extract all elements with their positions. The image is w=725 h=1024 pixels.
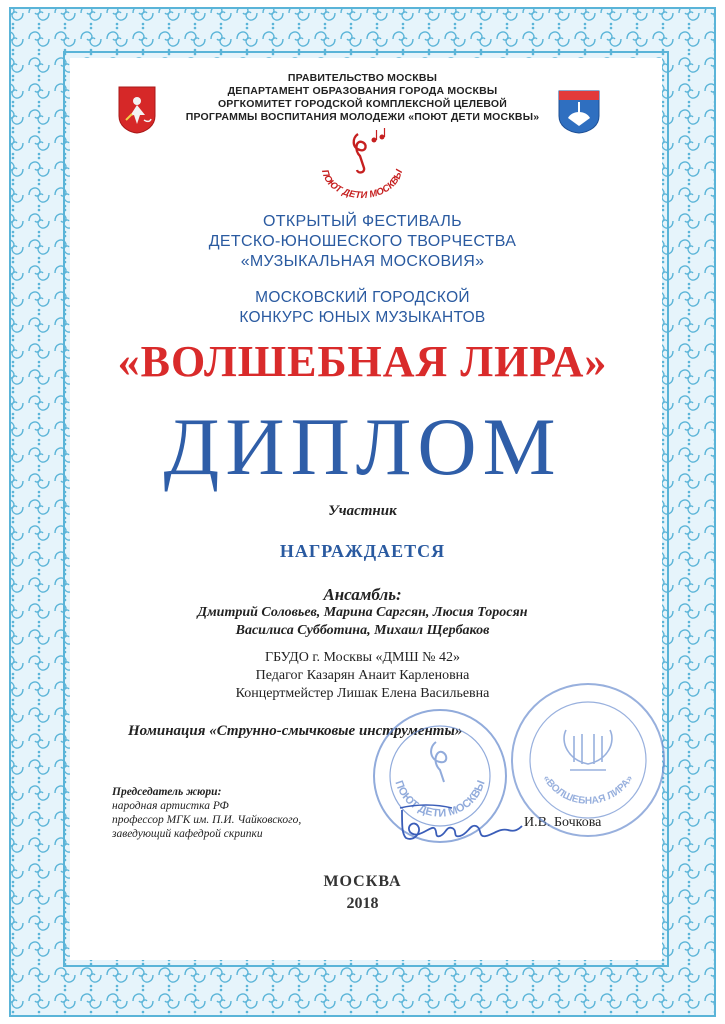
accompanist-name: Концертмейстер Лишак Елена Васильевна [235, 686, 490, 701]
participant-status: Участник [328, 503, 397, 519]
handwritten-signature [396, 796, 526, 846]
teacher-name: Педагог Казарян Анаит Карленовна [255, 668, 470, 683]
competition-line-1: МОСКОВСКИЙ ГОРОДСКОЙ [255, 289, 470, 306]
jury-position: профессор МГК им. П.И. Чайковского, [112, 814, 302, 826]
festival-line-3: «МУЗЫКАЛЬНАЯ МОСКОВИЯ» [240, 253, 485, 270]
jury-department: заведующий кафедрой скрипки [112, 828, 263, 840]
stamp-volshebnaya-lira [508, 680, 668, 840]
competition-name: «ВОЛШЕБНАЯ ЛИРА» [117, 337, 608, 386]
competition-line-2: КОНКУРС ЮНЫХ МУЗЫКАНТОВ [239, 309, 486, 326]
poyut-deti-moskvy-logo-icon [312, 128, 412, 204]
year: 2018 [346, 895, 379, 912]
svg-text:«ВОЛШЕБНАЯ ЛИРА» [540, 773, 635, 807]
header-line-1: ПРАВИТЕЛЬСТВО МОСКВЫ [287, 72, 438, 84]
nomination: Номинация «Струнно-смычковые инструменты» [128, 723, 463, 739]
ensemble-label: Ансамбль: [323, 585, 402, 604]
jury-title: Председатель жюри: [112, 786, 222, 798]
awarded-label: НАГРАЖДАЕТСЯ [279, 541, 446, 561]
header-line-3: ОРГКОМИТЕТ ГОРОДСКОЙ КОМПЛЕКСНОЙ ЦЕЛЕВОЙ [217, 98, 508, 110]
logo-text: ПОЮТ ДЕТИ МОСКВЫ [319, 168, 406, 202]
stamp-left-text: ПОЮТ ДЕТИ МОСКВЫ [392, 778, 488, 820]
header-line-2: ДЕПАРТАМЕНТ ОБРАЗОВАНИЯ ГОРОДА МОСКВЫ [227, 85, 498, 97]
stamp-right-text: «ВОЛШЕБНАЯ ЛИРА» [540, 773, 636, 807]
ensemble-members-line-2: Василиса Субботина, Михаил Щербаков [235, 623, 490, 638]
festival-line-1: ОТКРЫТЫЙ ФЕСТИВАЛЬ [263, 213, 462, 230]
city: МОСКВА [323, 873, 402, 890]
festival-line-2: ДЕТСКО-ЮНОШЕСКОГО ТВОРЧЕСТВА [208, 233, 517, 250]
diploma-title: ДИПЛОМ [163, 401, 562, 492]
jury-rank: народная артистка РФ [112, 800, 229, 812]
school-name: ГБУДО г. Москвы «ДМШ № 42» [265, 650, 460, 665]
ensemble-members-line-1: Дмитрий Соловьев, Марина Саргсян, Люсия Торосян [197, 605, 528, 620]
header-line-4: ПРОГРАММЫ ВОСПИТАНИЯ МОЛОДЕЖИ «ПОЮТ ДЕТИ МОСКВЫ» [185, 111, 540, 123]
jury-signature-name: И.В. Бочкова [524, 815, 602, 830]
